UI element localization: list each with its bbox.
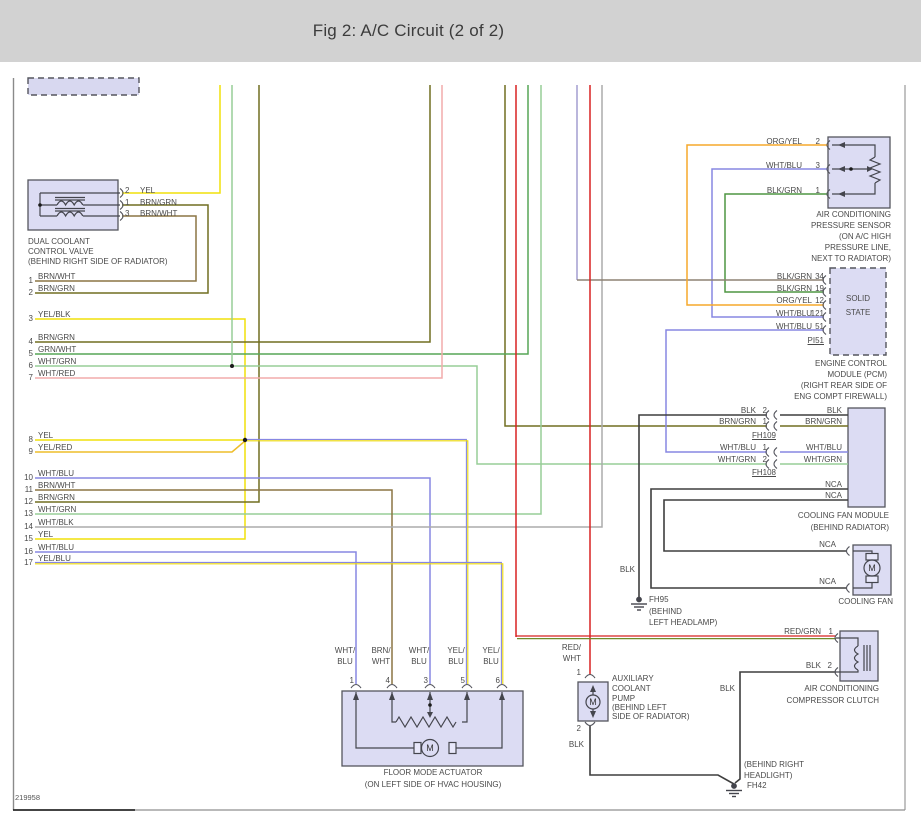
wire-label: BRN/GRN	[805, 417, 842, 426]
pin-number: 1	[762, 443, 767, 452]
pump-caption: AUXILIARY	[612, 674, 654, 683]
ecm-caption: MODULE (PCM)	[827, 370, 887, 379]
pump-caption: (BEHIND LEFT	[612, 703, 667, 712]
pin-number: 2	[827, 661, 832, 670]
ground-id-fh95: FH95	[649, 595, 669, 604]
wire-label: WHT/BLU	[38, 469, 74, 478]
wire-label: WHT/GRN	[38, 505, 77, 514]
pin-number: 6	[495, 676, 500, 685]
ecm-caption: ENG COMPT FIREWALL)	[794, 392, 887, 401]
brn-wht-wires	[35, 216, 392, 684]
ground-fh42	[726, 784, 742, 797]
pin-number: 121	[810, 309, 824, 318]
wire-label: BRN/GRN	[719, 417, 756, 426]
pin-number: 15	[24, 534, 33, 543]
document-id: 219958	[15, 793, 41, 802]
sensor-caption: NEXT TO RADIATOR)	[811, 254, 891, 263]
wire-label: ORG/YEL	[776, 296, 812, 305]
pin-number: 16	[24, 547, 33, 556]
wire-label: BRN/WHT	[38, 481, 76, 490]
actuator-caption: FLOOR MODE ACTUATOR	[383, 768, 483, 777]
wire-label: YEL/RED	[38, 443, 73, 452]
ground-caption: (BEHIND RIGHT	[744, 760, 804, 769]
wire-label: BLK	[619, 565, 635, 574]
pump-caption: COOLANT	[612, 684, 651, 693]
wire-label: GRN/WHT	[38, 345, 77, 354]
pin-number: 3	[28, 314, 33, 323]
wire-label: RED/GRN	[784, 627, 821, 636]
pin-number: 13	[24, 509, 33, 518]
connector-id-pi51: PI51	[807, 336, 824, 345]
pin-number: 5	[460, 676, 465, 685]
cooling-fan-module-box	[848, 408, 885, 507]
wire-label: WHT/	[408, 646, 430, 655]
pin-number: 6	[28, 361, 33, 370]
pin-number: 12	[815, 296, 824, 305]
wire-label: YEL	[38, 431, 54, 440]
nca-label: NCA	[825, 491, 842, 500]
pin-number: 17	[24, 558, 33, 567]
wire-label: BRN/GRN	[140, 198, 177, 207]
pin-number: 4	[385, 676, 390, 685]
wire-label: WHT/RED	[38, 369, 76, 378]
wire-label: YEL/BLU	[38, 554, 71, 563]
wire-label: YEL/	[482, 646, 500, 655]
wire-label: WHT/BLU	[766, 161, 802, 170]
wire-label: WHT/BLK	[38, 518, 74, 527]
floor-mode-actuator-box	[342, 691, 523, 766]
pin-number: 8	[28, 435, 33, 444]
ecm-caption: ENGINE CONTROL	[814, 359, 887, 368]
wire-label: WHT/GRN	[38, 357, 77, 366]
wire-label: WHT/BLU	[720, 443, 756, 452]
wire-label: WHT/GRN	[717, 455, 756, 464]
wire-label: WHT/GRN	[803, 455, 842, 464]
pin-number: 2	[815, 137, 820, 146]
pin-number: 12	[24, 497, 33, 506]
wire-label: WHT	[371, 657, 391, 666]
motor-symbol: M	[589, 697, 597, 707]
fan-module-caption: (BEHIND RADIATOR)	[810, 523, 889, 532]
wire-label: BLU	[448, 657, 464, 666]
wire-label: BRN/WHT	[38, 272, 76, 281]
wire-label: BLK	[740, 406, 756, 415]
wire-label: YEL	[140, 186, 156, 195]
valve-caption: (BEHIND RIGHT SIDE OF RADIATOR)	[28, 257, 168, 266]
wire-label: BLU	[483, 657, 499, 666]
pin-number: 2	[762, 455, 767, 464]
pin-number: 2	[125, 186, 130, 195]
wire-label: BRN/	[371, 646, 391, 655]
wire-label: WHT/BLU	[806, 443, 842, 452]
pin-number: 2	[28, 288, 33, 297]
motor-symbol: M	[426, 743, 434, 753]
wire-label: YEL/BLK	[38, 310, 71, 319]
wire-label: YEL	[38, 530, 54, 539]
pressure-sensor-box	[828, 137, 890, 208]
pin-number: 1	[815, 186, 820, 195]
sensor-caption: (ON A/C HIGH	[838, 232, 891, 241]
clutch-caption: COMPRESSOR CLUTCH	[786, 696, 879, 705]
ground-caption: LEFT HEADLAMP)	[649, 618, 718, 627]
wire-label: BRN/GRN	[38, 493, 75, 502]
wire-label: BLK/GRN	[776, 272, 812, 281]
wire-label: WHT/BLU	[38, 543, 74, 552]
wire-label: BLK/GRN	[776, 284, 812, 293]
pin-number: 51	[815, 322, 824, 331]
connector-id-fh109: FH109	[751, 431, 776, 440]
pin-number: 10	[24, 473, 33, 482]
ecm-caption: (RIGHT REAR SIDE OF	[800, 381, 887, 390]
pin-number: 5	[28, 349, 33, 358]
wire-label: BLK/GRN	[766, 186, 802, 195]
sensor-caption: PRESSURE LINE,	[824, 243, 891, 252]
page-title: Fig 2: A/C Circuit (2 of 2)	[312, 21, 505, 40]
wire-label: BRN/WHT	[140, 209, 178, 218]
wire-label: WHT/	[334, 646, 356, 655]
pin-number: 3	[815, 161, 820, 170]
pump-caption: SIDE OF RADIATOR)	[612, 712, 690, 721]
pin-number: 2	[762, 406, 767, 415]
pin-number: 9	[28, 447, 33, 456]
ecm-box-label: STATE	[845, 308, 871, 317]
wire-label: BLU	[411, 657, 427, 666]
sensor-caption: PRESSURE SENSOR	[810, 221, 891, 230]
wire-label: YEL/	[447, 646, 465, 655]
wire-label: BLK	[826, 406, 842, 415]
pin-number: 2	[576, 724, 581, 733]
wire-label: WHT/BLU	[776, 322, 812, 331]
wire-label: BLK	[568, 740, 584, 749]
valve-caption: CONTROL VALVE	[28, 247, 94, 256]
pin-number: 7	[28, 373, 33, 382]
pin-number: 4	[28, 337, 33, 346]
clutch-caption: AIR CONDITIONING	[804, 684, 879, 693]
ground-caption: HEADLIGHT)	[744, 771, 793, 780]
pin-number: 1	[762, 417, 767, 426]
wire-label: BLU	[337, 657, 353, 666]
wire-label: BLK	[805, 661, 821, 670]
ground-fh95	[631, 597, 647, 610]
pin-number: 3	[423, 676, 428, 685]
pin-number: 1	[828, 627, 833, 636]
ground-caption: (BEHIND	[649, 607, 682, 616]
motor-symbol: M	[868, 563, 876, 573]
wire-label: BRN/GRN	[38, 333, 75, 342]
fan-module-caption: COOLING FAN MODULE	[797, 511, 889, 520]
nca-label: NCA	[819, 577, 836, 586]
nca-label: NCA	[819, 540, 836, 549]
wire-label: BRN/GRN	[38, 284, 75, 293]
red-wires	[516, 85, 590, 675]
ecm-box-label: SOLID	[845, 294, 870, 303]
fan-caption: COOLING FAN	[838, 597, 893, 606]
pin-number: 3	[125, 209, 130, 218]
pin-number: 1	[349, 676, 354, 685]
wire-label: WHT/BLU	[776, 309, 812, 318]
pump-caption: PUMP	[612, 694, 636, 703]
pin-number: 11	[24, 485, 33, 494]
pin-number: 14	[24, 522, 33, 531]
sensor-caption: AIR CONDITIONING	[816, 210, 891, 219]
pin-number: 1	[28, 276, 33, 285]
wire-label: WHT	[562, 654, 581, 663]
pin-number: 1	[125, 198, 130, 207]
connector-id-fh108: FH108	[751, 468, 776, 477]
nca-label: NCA	[825, 480, 842, 489]
ground-id-fh42: FH42	[747, 781, 767, 790]
wire-label: RED/	[561, 643, 581, 652]
pin-number: 34	[815, 272, 824, 281]
wire-label: ORG/YEL	[766, 137, 802, 146]
pin-number: 19	[815, 284, 824, 293]
pin-number: 1	[576, 668, 581, 677]
actuator-caption: (ON LEFT SIDE OF HVAC HOUSING)	[364, 780, 502, 789]
wire-label: BLK	[719, 684, 735, 693]
valve-caption: DUAL COOLANT	[28, 237, 90, 246]
